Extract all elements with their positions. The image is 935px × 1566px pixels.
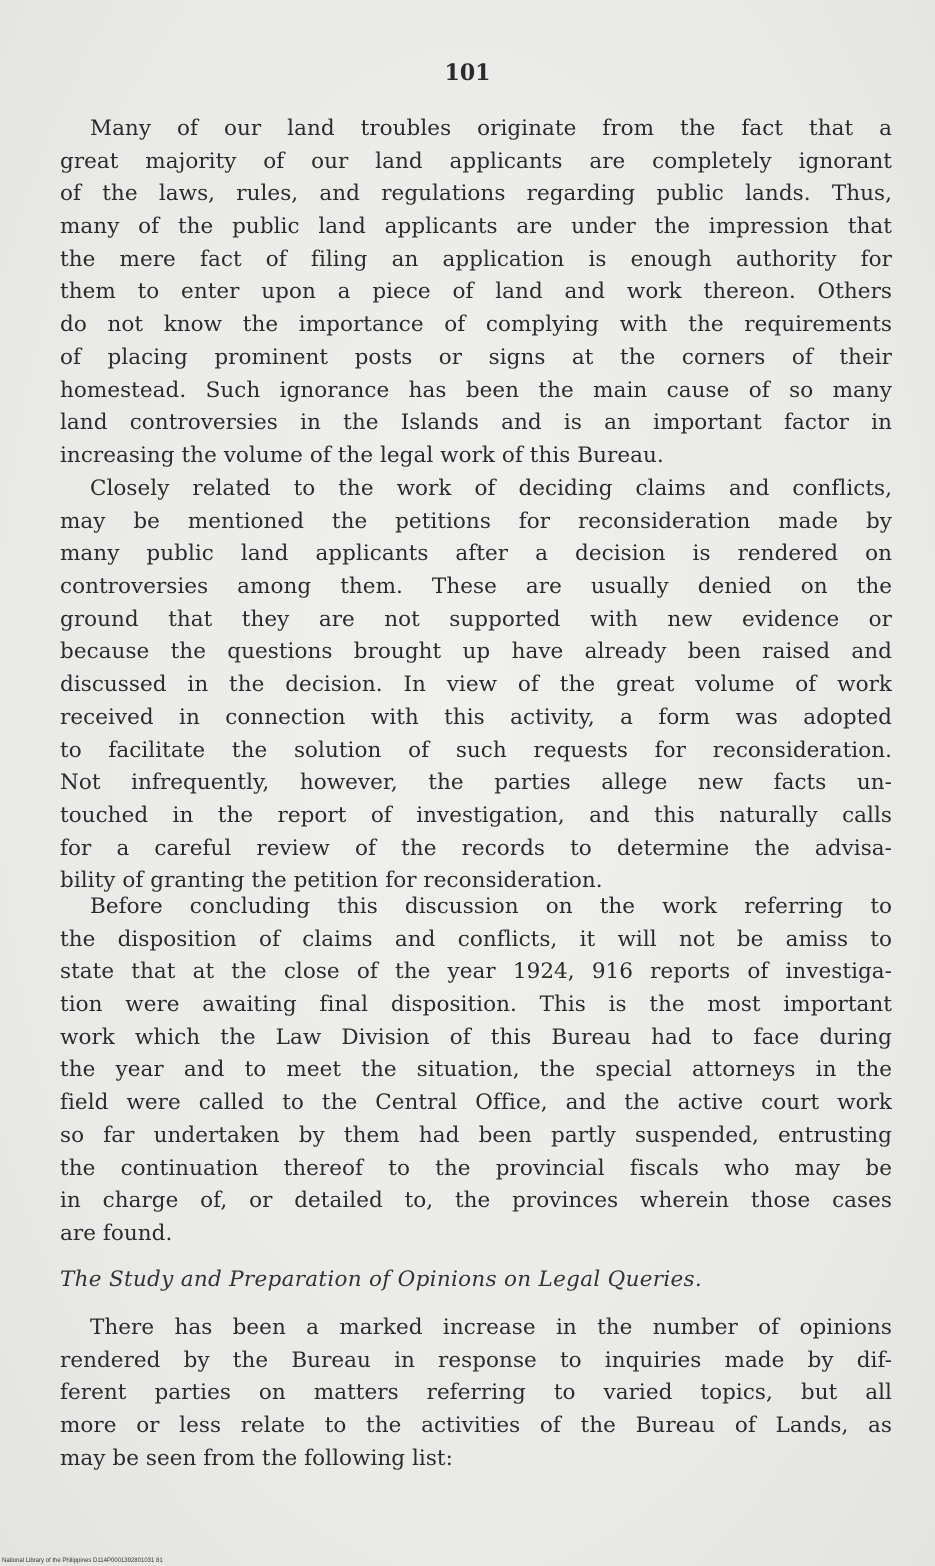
text-line: rendered by the Bureau in response to inquiries made by dif- (60, 1347, 892, 1373)
text-line: many of the public land applicants are under the impression that (60, 214, 892, 240)
text-line: the continuation thereof to the provincial fiscals who may be (60, 1155, 892, 1181)
text-line: may be seen from the following list: (60, 1445, 453, 1471)
text-line: ferent parties on matters referring to varied topics, but all (60, 1380, 892, 1406)
text-line: do not know the importance of complying with the requirements (60, 312, 892, 338)
text-line: may be mentioned the petitions for reconsideration made by (60, 508, 892, 534)
text-line: There has been a marked increase in the number of opinions (90, 1315, 892, 1340)
text-line: more or less relate to the activities of the Bureau of Lands, as (60, 1413, 892, 1439)
text-line: land controversies in the Islands and is an important factor in (60, 410, 892, 436)
page-number: 101 (444, 60, 491, 86)
text-line: many public land applicants after a decision is rendered on (60, 541, 892, 567)
text-line: work which the Law Division of this Bureau had to face during (60, 1024, 892, 1050)
text-line: the mere fact of filing an application is enough authority for (60, 246, 892, 272)
text-line: Closely related to the work of deciding claims and conflicts, (90, 476, 892, 501)
text-line: of placing prominent posts or signs at the corners of their (60, 344, 892, 370)
text-line: increasing the volume of the legal work of this Bureau. (60, 442, 664, 468)
text-line: so far undertaken by them had been partly suspended, entrusting (60, 1122, 892, 1148)
text-line: controversies among them. These are usually denied on the (60, 574, 892, 600)
text-line: bility of granting the petition for reconsideration. (60, 868, 603, 894)
text-line: to facilitate the solution of such requests for reconsideration. (60, 737, 892, 763)
text-line: the disposition of claims and conflicts, it will not be amiss to (60, 926, 892, 952)
text-line: great majority of our land applicants are completely ignorant (60, 148, 892, 174)
text-line: Before concluding this discussion on the work referring to (90, 894, 892, 919)
text-line: ground that they are not supported with new evidence or (60, 606, 892, 632)
text-line: received in connection with this activity, a form was adopted (60, 704, 892, 730)
text-line: Many of our land troubles originate from the fact that a (90, 116, 892, 141)
text-line: homestead. Such ignorance has been the main cause of so many (60, 377, 892, 403)
text-line: for a careful review of the records to determine the advisa- (60, 835, 892, 861)
paragraph-opinions (60, 1312, 892, 1475)
scan-footer: National Library of the Philippines D114P0001392801031 81 (2, 1558, 163, 1564)
text-line: because the questions brought up have already been raised and (60, 639, 892, 665)
text-line: are found. (60, 1220, 173, 1246)
text-line: of the laws, rules, and regulations regarding public lands. Thus, (60, 181, 892, 207)
text-line: in charge of, or detailed to, the provinces wherein those cases (60, 1188, 892, 1214)
paragraph-disposition (60, 891, 892, 1251)
text-line: tion were awaiting final disposition. This is the most important (60, 992, 892, 1018)
text-line: state that at the close of the year 1924, 916 reports of investiga- (60, 959, 892, 985)
text-line: field were called to the Central Office, and the active court work (60, 1090, 892, 1116)
section-heading: The Study and Preparation of Opinions on Legal Queries. (60, 1267, 702, 1292)
text-line: the year and to meet the situation, the special attorneys in the (60, 1057, 892, 1083)
text-line: them to enter upon a piece of land and work thereon. Others (60, 279, 892, 305)
text-line: discussed in the decision. In view of the great volume of work (60, 672, 892, 698)
text-line: Not infrequently, however, the parties allege new facts un- (60, 770, 892, 796)
paragraph-land-troubles (60, 113, 892, 473)
text-line: touched in the report of investigation, and this naturally calls (60, 802, 892, 828)
paragraph-reconsideration (60, 473, 892, 898)
